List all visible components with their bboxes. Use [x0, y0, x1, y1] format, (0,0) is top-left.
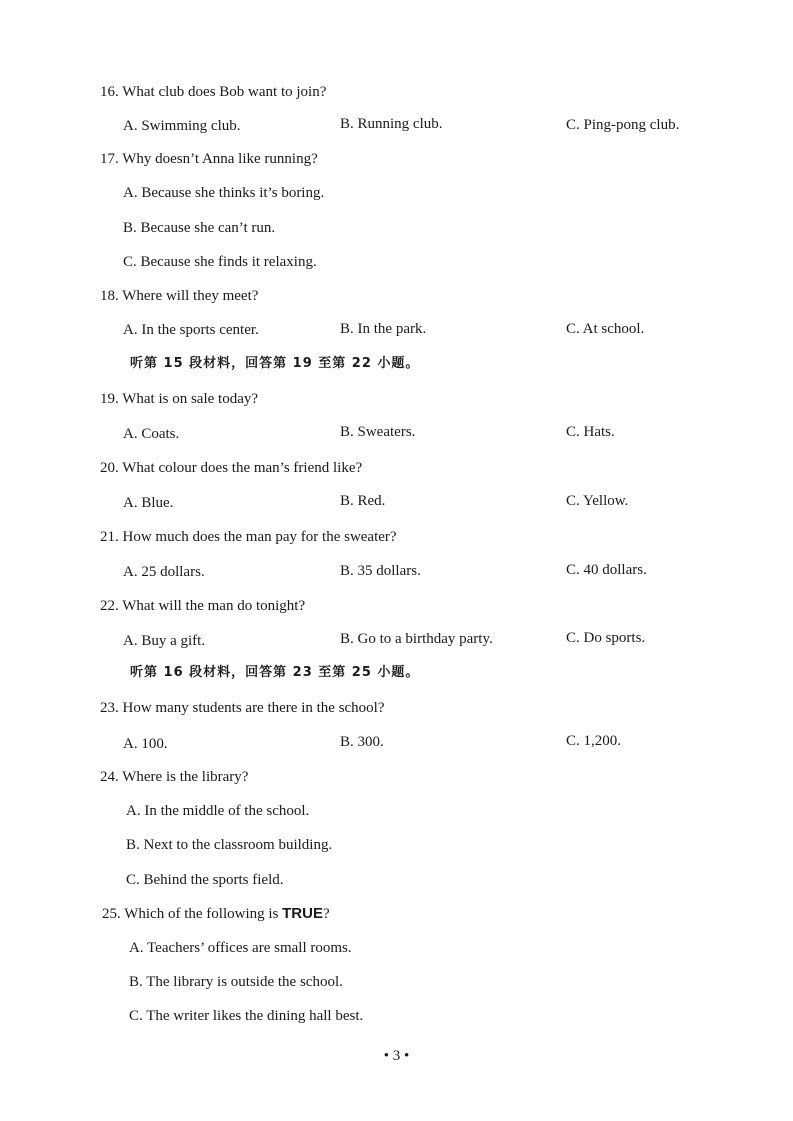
question-21-option-c: C. 40 dollars. — [566, 562, 647, 578]
question-23-option-a: A. 100. — [123, 736, 168, 752]
question-16-option-c: C. Ping-pong club. — [566, 117, 680, 133]
question-25-option-b: B. The library is outside the school. — [129, 974, 343, 990]
section-15-instruction: 听第 15 段材料，回答第 19 至第 22 小题。 — [130, 356, 420, 371]
question-19-option-c: C. Hats. — [566, 424, 615, 440]
question-23-option-b: B. 300. — [340, 734, 384, 750]
question-20-option-c: C. Yellow. — [566, 493, 629, 509]
question-25 — [102, 904, 330, 924]
question-20-option-a: A. Blue. — [123, 495, 174, 511]
question-20-option-b: B. Red. — [340, 493, 386, 509]
question-17-option-b: B. Because she can’t run. — [123, 220, 276, 236]
page-number: • 3 • — [383, 1048, 410, 1064]
question-17-option-c: C. Because she finds it relaxing. — [123, 254, 317, 270]
question-18-option-b: B. In the park. — [340, 321, 427, 337]
question-19-option-b: B. Sweaters. — [340, 424, 416, 440]
question-25-emphasis: TRUE — [282, 905, 323, 922]
section-16-instruction: 听第 16 段材料，回答第 23 至第 25 小题。 — [130, 665, 420, 680]
question-16-option-a: A. Swimming club. — [123, 118, 241, 134]
question-24-option-a: A. In the middle of the school. — [126, 803, 310, 819]
question-22: 22. What will the man do tonight? — [100, 598, 306, 614]
question-17: 17. Why doesn’t Anna like running? — [100, 151, 318, 167]
question-23: 23. How many students are there in the school? — [100, 700, 385, 716]
question-22-option-b: B. Go to a birthday party. — [340, 631, 493, 647]
question-18: 18. Where will they meet? — [100, 288, 259, 304]
question-22-option-a: A. Buy a gift. — [123, 633, 206, 649]
question-25-option-c: C. The writer likes the dining hall best. — [129, 1008, 364, 1024]
question-21-option-a: A. 25 dollars. — [123, 564, 205, 580]
question-21: 21. How much does the man pay for the sweater? — [100, 529, 397, 545]
question-18-option-a: A. In the sports center. — [123, 322, 259, 338]
question-17-option-a: A. Because she thinks it’s boring. — [123, 185, 325, 201]
question-19-option-a: A. Coats. — [123, 426, 180, 442]
question-24-option-b: B. Next to the classroom building. — [126, 837, 333, 853]
question-21-option-b: B. 35 dollars. — [340, 563, 421, 579]
question-25-option-a: A. Teachers’ offices are small rooms. — [129, 940, 352, 956]
question-16-option-b: B. Running club. — [340, 116, 443, 132]
question-18-option-c: C. At school. — [566, 321, 645, 337]
question-24-option-c: C. Behind the sports field. — [126, 872, 284, 888]
question-22-option-c: C. Do sports. — [566, 630, 646, 646]
question-25-text-suffix: ? — [322, 906, 330, 922]
question-24: 24. Where is the library? — [100, 769, 249, 785]
question-25-text-prefix: 25. Which of the following is — [102, 906, 283, 922]
question-19: 19. What is on sale today? — [100, 391, 259, 407]
question-23-option-c: C. 1,200. — [566, 733, 622, 749]
question-16: 16. What club does Bob want to join? — [100, 84, 327, 100]
question-20: 20. What colour does the man’s friend like? — [100, 460, 363, 476]
